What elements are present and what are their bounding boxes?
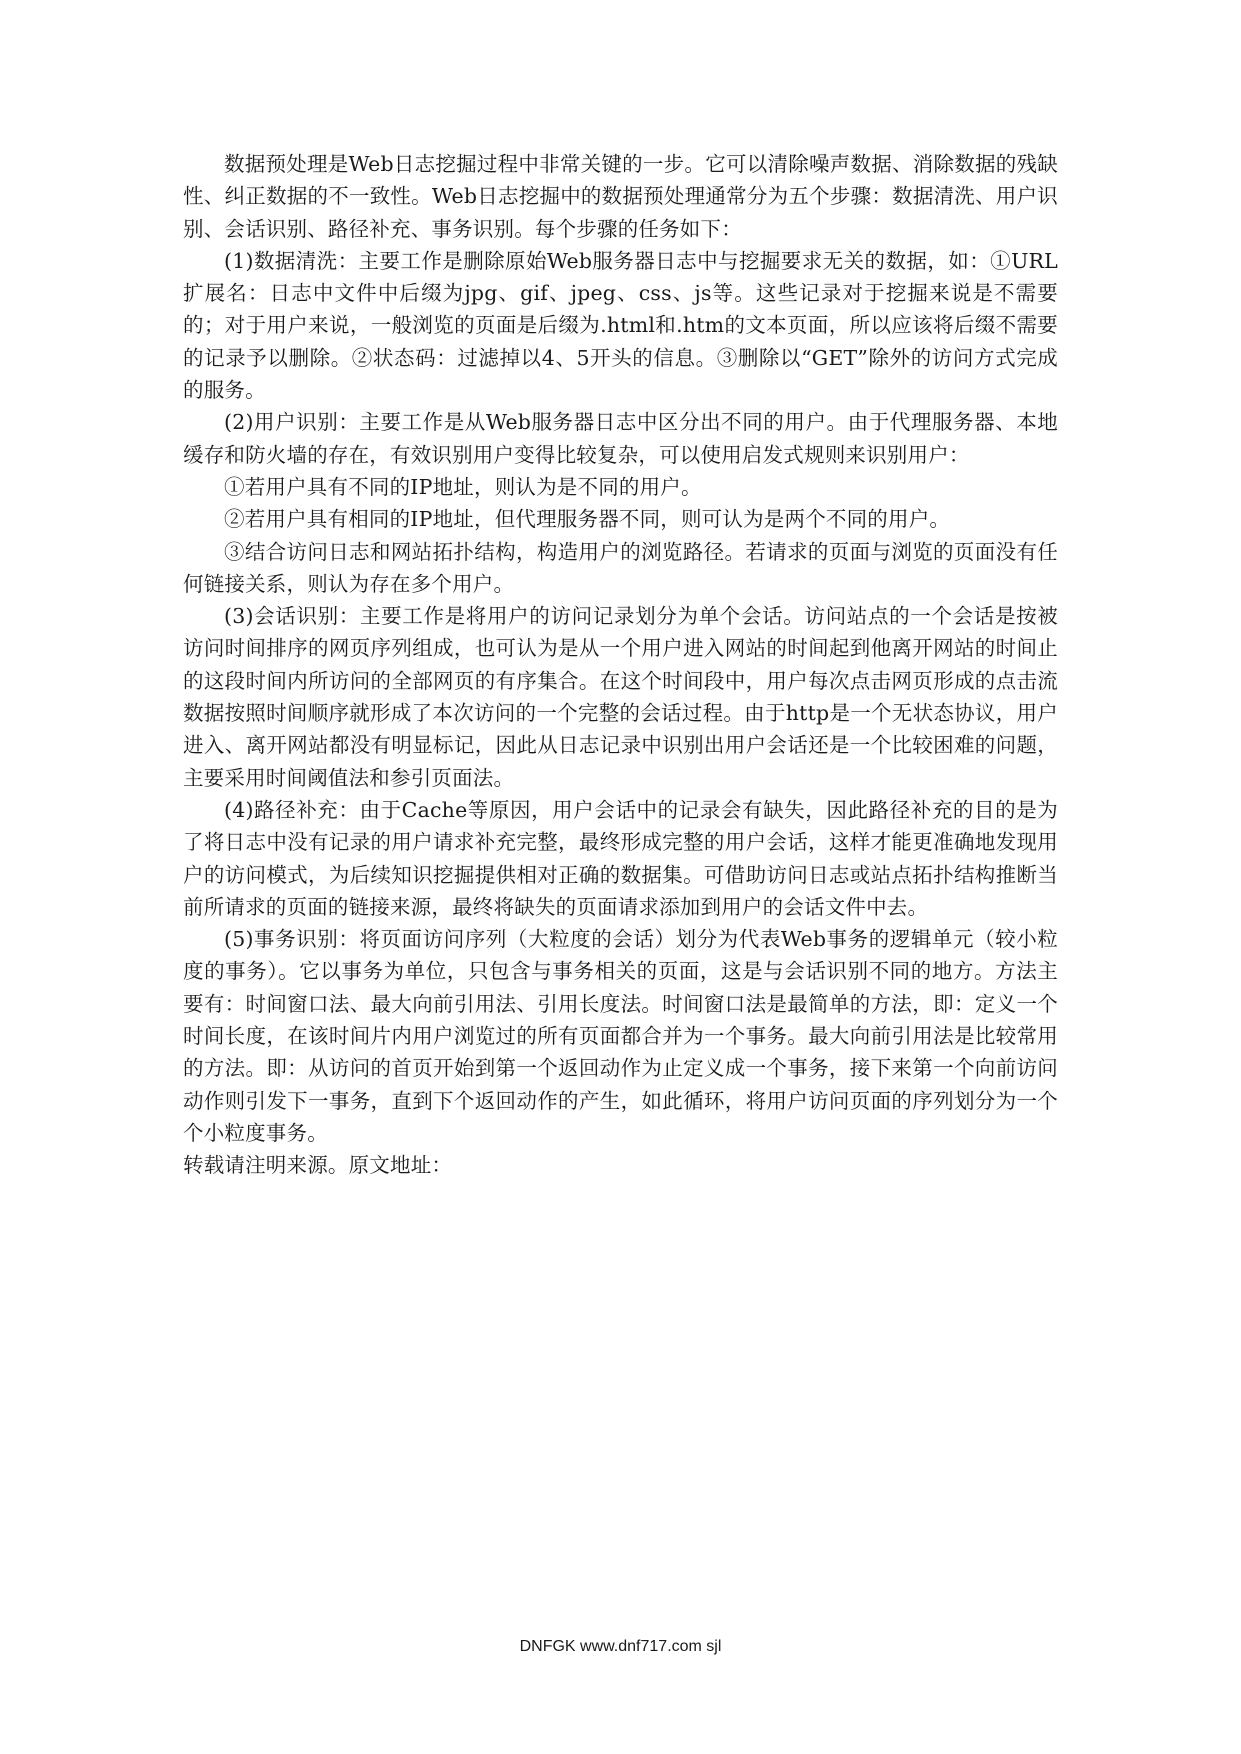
transaction-identification-paragraph: (5)事务识别：将页面访问序列（大粒度的会话）划分为代表Web事务的逻辑单元（较小粒度的事务）。它以事务为单位，只包含与事务相关的页面，这是与会话识别不同的地方。方法主要有：时间窗口法、最大向前引用法、引用长度法。时间窗口法是最简单的方法，即：定义一个时间长度，在该时间片内用户浏览过的所有页面都合并为一个事务。最大向前引用法是比较常用的方法。即：从访问的首页开始到第一个返回动作为止定义成一个事务，接下来第一个向前访问动作则引发下一事务，直到下个返回动作的产生，如此循环，将用户访问页面的序列划分为一个个小粒度事务。: [183, 927, 1058, 1145]
rule-1-paragraph: ①若用户具有不同的IP地址，则认为是不同的用户。: [224, 474, 702, 499]
intro-paragraph: 数据预处理是Web日志挖掘过程中非常关键的一步。它可以清除噪声数据、消除数据的残缺性、纠正数据的不一致性。Web日志挖掘中的数据预处理通常分为五个步骤：数据清洗、用户识别、会话识别、路径补充、事务识别。每个步骤的任务如下：: [183, 152, 1058, 241]
session-identification-paragraph: (3)会话识别：主要工作是将用户的访问记录划分为单个会话。访问站点的一个会话是按被访问时间排序的网页序列组成，也可认为是从一个用户进入网站的时间起到他离开网站的时间止的这段时间内所访问的全部网页的有序集合。在这个时间段中，用户每次点击网页形成的点击流数据按照时间顺序就形成了本次访问的一个完整的会话过程。由于http是一个无状态协议，用户进入、离开网站都没有明显标记，因此从日志记录中识别出用户会话还是一个比较困难的问题，主要采用时间阈值法和参引页面法。: [183, 604, 1058, 790]
page-footer: DNFGK www.dnf717.com sjl: [519, 1638, 722, 1655]
rule-3-paragraph: ③结合访问日志和网站拓扑结构，构造用户的浏览路径。若请求的页面与浏览的页面没有任何链接关系，则认为存在多个用户。: [183, 539, 1058, 596]
rule-2-paragraph: ②若用户具有相同的IP地址，但代理服务器不同，则可认为是两个不同的用户。: [224, 507, 951, 532]
path-completion-paragraph: (4)路径补充：由于Cache等原因，用户会话中的记录会有缺失，因此路径补充的目的是为了将日志中没有记录的用户请求补充完整，最终形成完整的用户会话，这样才能更准确地发现用户的访问模式，为后续知识挖掘提供相对正确的数据集。可借助访问日志或站点拓扑结构推断当前所请求的页面的链接来源，最终将缺失的页面请求添加到用户的会话文件中去。: [183, 797, 1058, 919]
user-identification-paragraph: (2)用户识别：主要工作是从Web服务器日志中区分出不同的用户。由于代理服务器、本地缓存和防火墙的存在，有效识别用户变得比较复杂，可以使用启发式规则来识别用户：: [183, 410, 1058, 467]
source-note: 转载请注明来源。原文地址：: [183, 1153, 453, 1178]
data-cleaning-paragraph: (1)数据清洗：主要工作是删除原始Web服务器日志中与挖掘要求无关的数据，如：①URL扩展名：日志中文件中后缀为jpg、gif、jpeg、css、js等。这些记录对于挖掘来说是不需要的；对于用户来说，一般浏览的页面是后缀为.html和.htm的文本页面，所以应该将后缀不需要的记录予以删除。②状态码：过滤掉以4、5开头的信息。③删除以“GET”除外的访问方式完成的服务。: [183, 248, 1058, 403]
document-body: [183, 148, 1058, 1182]
